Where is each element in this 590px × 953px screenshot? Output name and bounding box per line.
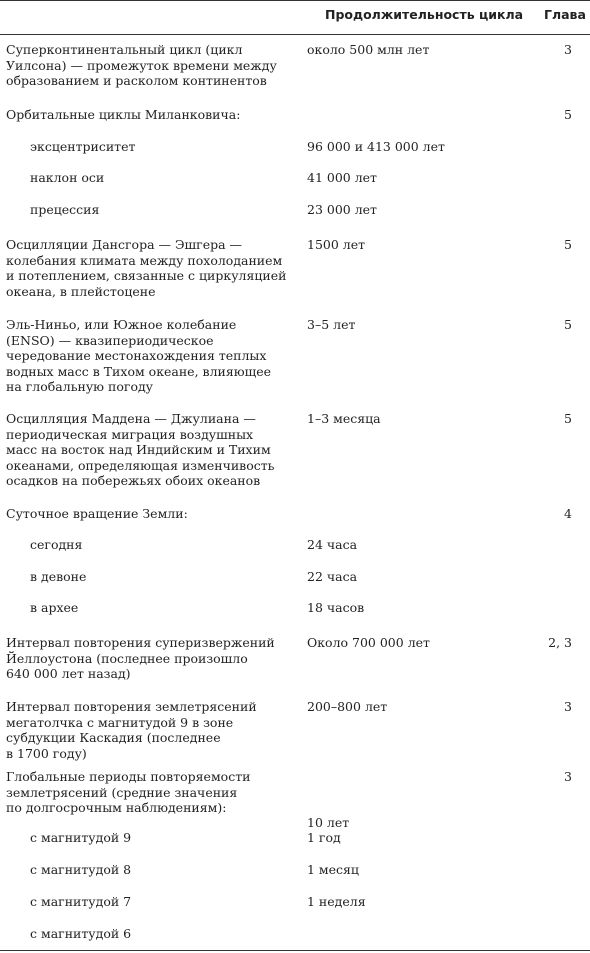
row-label: наклон оси	[30, 170, 105, 185]
row-label: Суточное вращение Земли:	[6, 506, 188, 521]
row-chapter: 3	[564, 769, 572, 784]
row-duration: 22 часа	[307, 569, 358, 584]
header-duration: Продолжительность цикла	[325, 7, 524, 22]
top-rule	[0, 0, 590, 1]
row-label: с магнитудой 8	[30, 862, 132, 877]
row-label: с магнитудой 9	[30, 830, 132, 845]
row-duration: 10 лет	[307, 815, 350, 830]
row-label: с магнитудой 7	[30, 894, 132, 909]
row-duration: 1500 лет	[307, 237, 366, 252]
row-label: в архее	[30, 600, 79, 615]
row-label: Глобальные периоды повторяемости землетрясений (средние значения по долгосрочным наблюдениям):	[6, 769, 251, 815]
row-chapter: 3	[564, 699, 572, 714]
row-label: Осцилляции Дансгора — Эшгера — колебания климата между похолоданием и потеплением, связанные с циркуляцией океана, в плейстоцене	[6, 237, 287, 299]
row-label: Эль-Ниньо, или Южное колебание (ENSO) — квазипериодическое чередование местонахождения теплых водных масс в Тихом океане, влияющее на глобальную погоду	[6, 317, 272, 394]
row-label: в девоне	[30, 569, 87, 584]
row-duration: 1–3 месяца	[307, 411, 381, 426]
row-chapter: 2, 3	[548, 635, 572, 650]
row-label: эксцентриситет	[30, 139, 136, 154]
header-rule	[0, 34, 590, 35]
row-chapter: 5	[564, 411, 572, 426]
row-label: Интервал повторения суперизвержений Йеллоустона (последнее произошло 640 000 лет назад)	[6, 635, 275, 681]
row-chapter: 4	[564, 506, 572, 521]
row-duration: 18 часов	[307, 600, 365, 615]
row-chapter: 5	[564, 237, 572, 252]
row-label: Орбитальные циклы Миланковича:	[6, 107, 241, 122]
row-duration: 1 месяц	[307, 862, 359, 877]
row-duration: 24 часа	[307, 537, 358, 552]
row-label: Осцилляция Маддена — Джулиана — периодическая миграция воздушных масс на восток над Индийским и Тихим океанами, определяющая изменчивость осадков на побережьях обоих океанов	[6, 411, 275, 488]
row-label: сегодня	[30, 537, 83, 552]
row-duration: 23 000 лет	[307, 202, 377, 217]
row-chapter: 3	[564, 42, 572, 57]
row-label: с магнитудой 6	[30, 926, 132, 941]
row-chapter: 5	[564, 107, 572, 122]
header-chapter: Глава	[544, 7, 586, 22]
row-duration: 1 неделя	[307, 894, 366, 909]
row-duration: около 500 млн лет	[307, 42, 430, 57]
bottom-rule	[0, 950, 590, 951]
row-label: прецессия	[30, 202, 100, 217]
row-label: Интервал повторения землетрясений мегатолчка с магнитудой 9 в зоне субдукции Каскадия (последнее в 1700 году)	[6, 699, 257, 761]
row-duration: 3–5 лет	[307, 317, 356, 332]
row-duration: 96 000 и 413 000 лет	[307, 139, 445, 154]
row-duration: 1 год	[307, 830, 341, 845]
row-duration: 41 000 лет	[307, 170, 377, 185]
row-duration: Около 700 000 лет	[307, 635, 430, 650]
row-label: Суперконтинентальный цикл (цикл Уилсона) — промежуток времени между образованием и расколом континентов	[6, 42, 277, 88]
row-duration: 200–800 лет	[307, 699, 388, 714]
row-chapter: 5	[564, 317, 572, 332]
